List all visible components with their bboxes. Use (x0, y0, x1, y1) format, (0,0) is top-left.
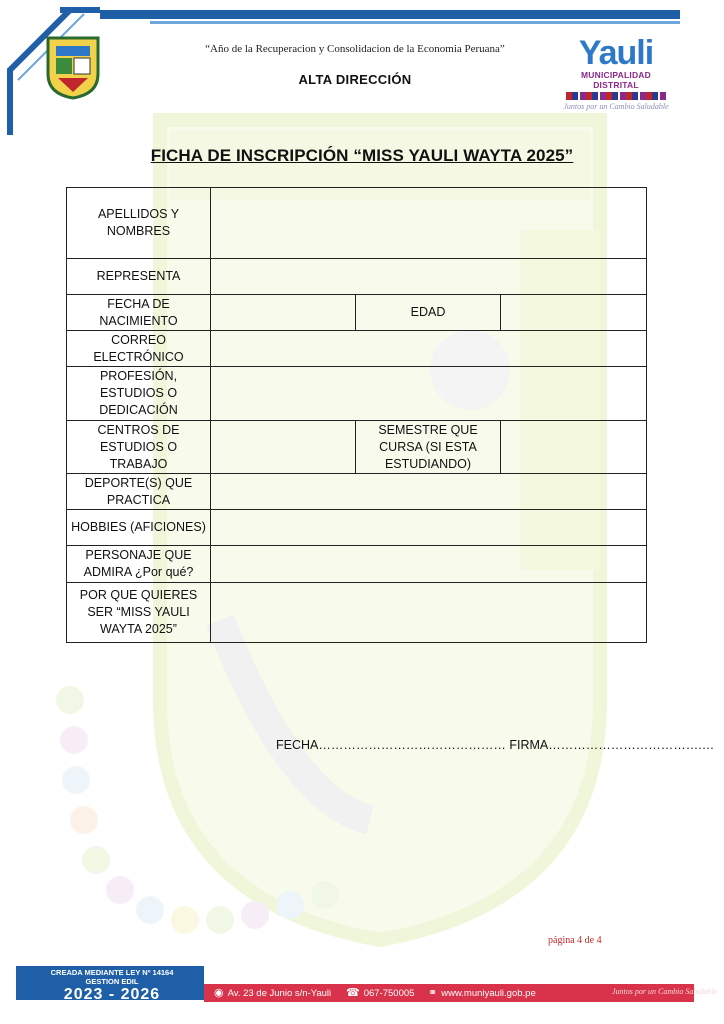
date-signature-line: FECHA……………………………………… FIRMA……………………………….… (276, 738, 715, 752)
input-why[interactable] (211, 583, 647, 643)
label-admired: PERSONAJE QUE ADMIRA ¿Por qué? (67, 546, 211, 583)
input-age[interactable] (501, 295, 647, 331)
label-study-center: CENTROS DE ESTUDIOS O TRABAJO (67, 421, 211, 474)
label-birth-date: FECHA DE NACIMIENTO (67, 295, 211, 331)
input-represents[interactable] (211, 259, 647, 295)
footer-term-label: GESTION EDIL (85, 977, 139, 986)
footer-years: 2023 - 2026 (63, 986, 161, 1003)
registration-form-table (66, 187, 647, 643)
brand-subtitle: MUNICIPALIDAD DISTRITAL (581, 70, 651, 90)
input-email[interactable] (211, 331, 647, 367)
label-age: EDAD (356, 295, 501, 331)
phone-icon: ☎ (346, 987, 360, 999)
office-title: ALTA DIRECCIÓN (298, 72, 412, 87)
label-sports: DEPORTE(S) QUE PRACTICA (67, 474, 211, 510)
footer-law: CREADA MEDIANTE LEY Nº 14164 (50, 968, 174, 977)
page-number: página 4 de 4 (548, 935, 602, 946)
brand-motto: Juntos por un Cambio Saludable (563, 102, 669, 111)
brand-name: Yauli (578, 34, 654, 72)
footer-phone: ☎ 067-750005 (346, 987, 415, 999)
municipal-seal-logo (44, 34, 102, 100)
header-slogan: “Año de la Recuperacion y Consolidacion de la Economia Peruana” (205, 43, 505, 55)
form-title: FICHA DE INSCRIPCIÓN “MISS YAULI WAYTA 2025” (150, 146, 574, 165)
footer-website[interactable]: ⚭ www.muniyauli.gob.pe (428, 987, 536, 999)
label-why: POR QUE QUIERES SER “MISS YAULI WAYTA 2025” (67, 583, 211, 643)
input-hobbies[interactable] (211, 510, 647, 546)
brand-pattern-band (566, 92, 666, 100)
input-profession[interactable] (211, 367, 647, 421)
top-stripe-thin (150, 21, 680, 24)
label-email: CORREO ELECTRÓNICO (67, 331, 211, 367)
footer-created-text (22, 968, 202, 986)
input-semester[interactable] (501, 421, 647, 474)
footer-address: ◉ Av. 23 de Junio s/n-Yauli (214, 987, 332, 999)
input-names[interactable] (211, 188, 647, 259)
label-names: APELLIDOS Y NOMBRES (67, 188, 211, 259)
location-pin-icon: ◉ (214, 987, 224, 999)
label-hobbies: HOBBIES (AFICIONES) (67, 510, 211, 546)
label-profession: PROFESIÓN, ESTUDIOS O DEDICACIÓN (67, 367, 211, 421)
input-admired[interactable] (211, 546, 647, 583)
globe-icon: ⚭ (428, 987, 438, 999)
footer-motto: Juntos por un Cambio Saludable (612, 987, 718, 996)
input-study-center[interactable] (211, 421, 356, 474)
label-semester: SEMESTRE QUE CURSA (SI ESTA ESTUDIANDO) (356, 421, 501, 474)
input-sports[interactable] (211, 474, 647, 510)
label-represents: REPRESENTA (67, 259, 211, 295)
input-birth-date[interactable] (211, 295, 356, 331)
top-stripe (100, 10, 680, 19)
